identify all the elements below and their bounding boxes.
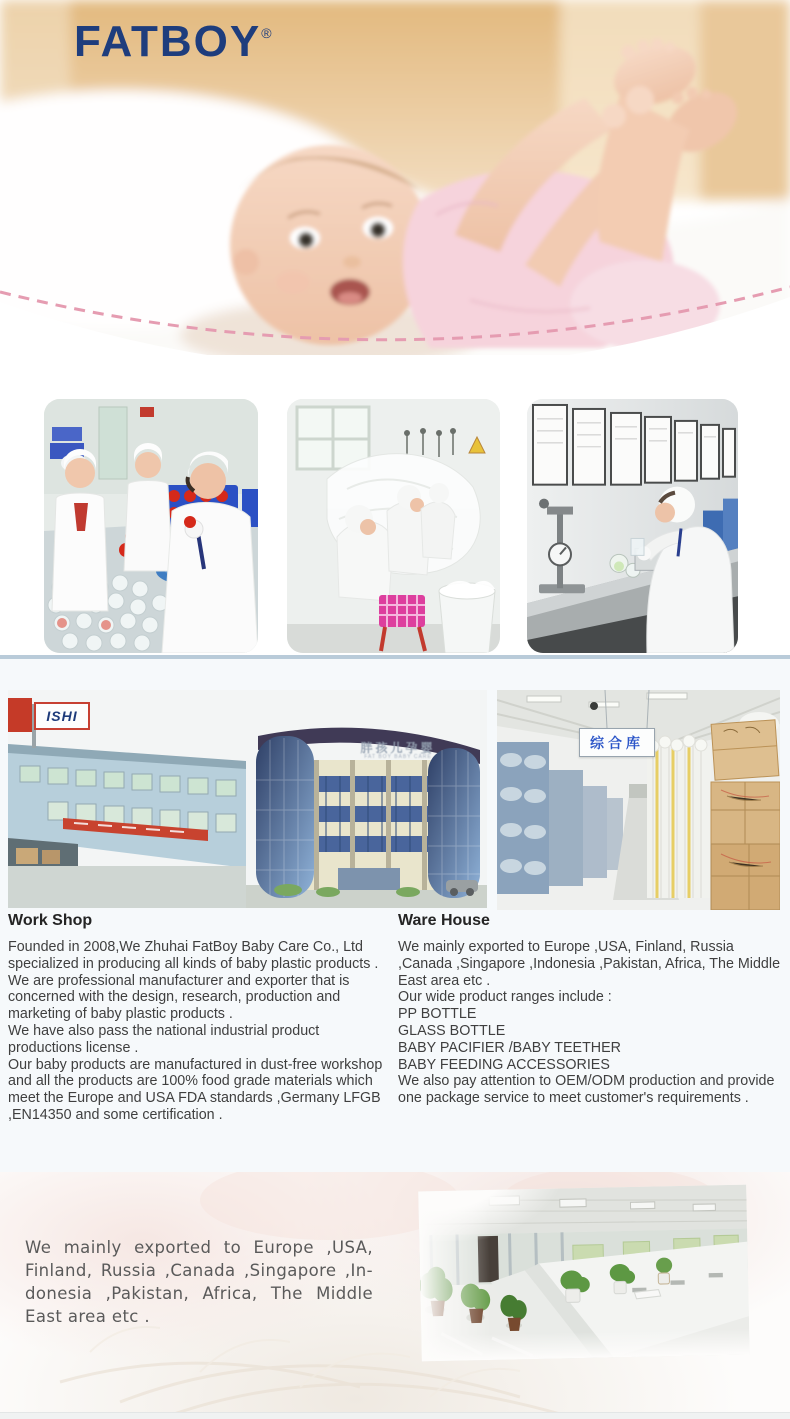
warehouse-ranges-label: Our wide product ranges include :	[398, 989, 612, 1006]
curved-divider	[0, 275, 790, 395]
registered-trademark-icon: ®	[261, 25, 272, 41]
warehouse-sign	[579, 728, 655, 757]
warehouse-intro: We mainly exported to Europe ,USA, Finland, Russia ,Canada ,Singapore ,Indonesia ,Pakistan, Africa, The Middle East area etc .	[398, 939, 781, 989]
workshop-paragraph: We have also pass the national industrial product productions license .	[8, 1022, 320, 1056]
company-info-section	[0, 659, 790, 1172]
page-bottom-strip	[0, 1412, 790, 1419]
product-line: GLASS BOTTLE	[398, 1022, 506, 1039]
hero-banner	[0, 0, 790, 395]
building-sign-chinese: 胖孩儿孕婴	[360, 741, 436, 755]
export-statement-line: Finland, Russia ,Canada ,Singapore ,In-	[25, 1261, 373, 1280]
building-sign-english: FAT BOY BABY CARE	[364, 754, 432, 761]
brand-logo	[74, 17, 272, 66]
bottle-assembly-illustration	[44, 399, 258, 653]
workshop-heading: Work Shop	[8, 912, 93, 929]
warehouse-heading: Ware House	[398, 912, 490, 929]
export-section	[0, 1172, 790, 1419]
packing-room-illustration	[287, 399, 500, 653]
photo-factory-buildings	[8, 690, 487, 908]
export-statement-line: donesia ,Pakistan, Africa, The Middle	[25, 1284, 373, 1303]
export-statement-line: We mainly exported to Europe ,USA,	[25, 1238, 373, 1257]
brand-logo-text: FATBOY	[74, 17, 262, 66]
building-rooftop-sign	[348, 742, 448, 761]
factory-photos-row	[0, 395, 790, 655]
photo-qc-lab	[527, 399, 738, 653]
workshop-paragraph: Our baby products are manufactured in dust-free workshop and all the products are 100% food grade materials which meet the Europe and USA FDA standards ,Germany LFGB ,EN14350 and some certification .	[8, 1056, 383, 1123]
warehouse-outro: We also pay attention to OEM/ODM production and provide one package service to meet customer's requirements .	[398, 1073, 775, 1107]
warehouse-sign-text: 综合库	[590, 734, 644, 751]
photo-bottle-assembly	[44, 399, 258, 653]
workshop-paragraph: We are professional manufacturer and exporter that is concerned with the design, research, production and marketing of baby plastic products .	[8, 972, 350, 1023]
workshop-column	[8, 912, 391, 1124]
product-line: PP BOTTLE	[398, 1006, 477, 1023]
pink-dashed-arc	[0, 287, 790, 340]
factory-sign	[34, 702, 90, 730]
photo-office	[418, 1185, 749, 1362]
qc-lab-illustration	[527, 399, 738, 653]
export-statement	[25, 1236, 373, 1328]
photo-warehouse	[497, 690, 780, 910]
product-line: BABY PACIFIER /BABY TEETHER	[398, 1039, 621, 1056]
workshop-paragraph: Founded in 2008,We Zhuhai FatBoy Baby Care Co., Ltd specialized in producing all kinds of baby plastic products .	[8, 939, 379, 972]
warehouse-column	[398, 912, 784, 1107]
export-statement-line: East area etc .	[25, 1307, 151, 1326]
warehouse-illustration	[497, 690, 780, 910]
photo-packing-room	[287, 399, 500, 653]
product-line: BABY FEEDING ACCESSORIES	[398, 1056, 610, 1073]
factory-sign-text: ISHI	[46, 708, 78, 724]
